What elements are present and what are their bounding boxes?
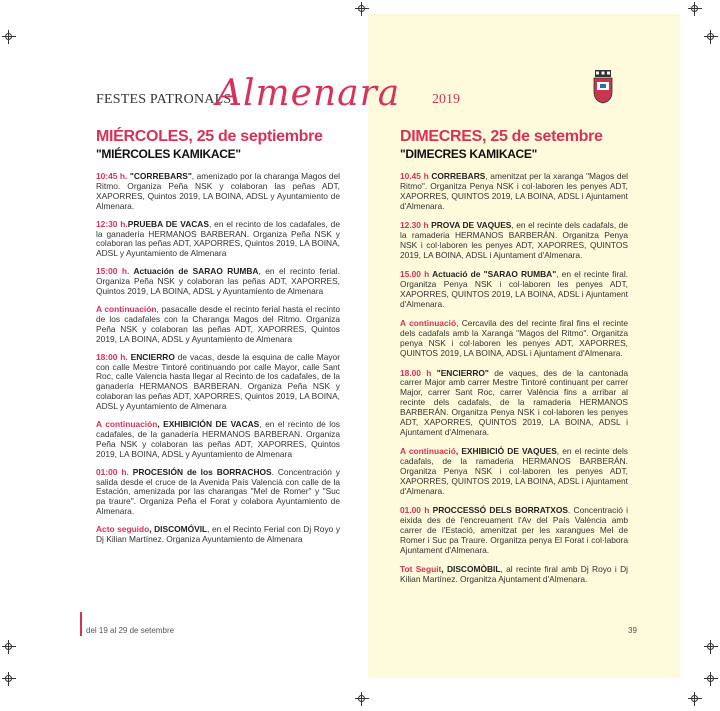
event-time: A continuación <box>96 303 157 314</box>
day-title-va: DIMECRES, 25 de setembre <box>400 128 603 145</box>
crop-mark-icon <box>704 640 718 654</box>
event-title: , DISCOMÒBIL <box>441 564 501 575</box>
event-title: Actuació de "SARAO RUMBA" <box>429 269 557 280</box>
event-item <box>96 267 340 297</box>
event-time: 10.45 h <box>400 171 429 181</box>
event-item <box>96 305 340 345</box>
event-item <box>400 369 628 438</box>
event-time: Tot Seguit <box>400 564 442 575</box>
page-number: 39 <box>628 626 637 635</box>
event-item <box>400 221 628 261</box>
event-time: 10:45 h. <box>96 171 128 181</box>
event-time: 18.00 h <box>400 367 432 378</box>
event-description: , en el recinto ferial. Organiza Peña NSK y colaboran las peñas ADT, XAPORRES, Quintos 2019, LA BOINA, ADSL y Ayuntamiento de Almenara <box>96 266 340 297</box>
right-column-valencian <box>400 128 628 595</box>
event-description: , en el recinte dels cadafals, de la ramaderia HERMANOS BARBERÁN. Organitza Penya NSK i col·laboren les penyes ADT, XAPORRES, QUINTOS 2019, LA BOINA, ADSL i Ajuntament d'Almenara. <box>400 220 628 260</box>
event-title: , EXHIBICIÓ DE VAQUES <box>455 446 557 457</box>
event-item <box>400 172 628 212</box>
event-time: A continuación <box>96 419 158 430</box>
event-title: PROVA DE VAQUES <box>428 220 512 231</box>
event-time: A continuació <box>400 318 457 329</box>
event-item <box>96 220 340 260</box>
event-time: 15:00 h. <box>96 266 130 277</box>
event-description: . Concentració i eixida des de l'encreuament l'Av del País València amb carrer de l'Estació, amenitzat per les xarangues Mel de Romer i Suc pa Traure. Organitza penya El Forat i col·labora Ajuntament d'Almenara. <box>400 505 628 555</box>
event-time: A continuació <box>400 446 456 457</box>
crop-mark-icon <box>704 672 718 686</box>
event-time: 01.00 h <box>400 505 430 516</box>
event-item <box>400 506 628 556</box>
page-header <box>96 73 496 118</box>
event-description: , al recinte firal amb Dj Royo i Dj Kilian Martínez. Organitza Ajuntament d'Almenara. <box>400 564 628 585</box>
event-item <box>96 468 340 518</box>
event-item <box>96 525 340 545</box>
event-item <box>96 172 340 212</box>
crop-mark-icon <box>355 2 369 16</box>
event-title: CORREBARS <box>428 171 486 181</box>
event-title: PROCESIÓN de los BORRACHOS <box>128 466 272 477</box>
event-time: Acto seguido <box>96 524 150 535</box>
event-item <box>400 270 628 310</box>
event-description: de vacas, desde la esquina de calle Mayor con calle Mestre Tintoré continuando por calle Mayor, calle Sant Roc, calle Valencia hasta llegar al Recinto de los cadafales, de la ganadería HERMANOS BARBERAN. Organiza Peña NSK y colaboran las peñas ADT, XAPORRES, Quintos 2019, LA BOINA, ADSL y Ayuntamiento de Almenara <box>96 351 340 412</box>
event-description: , pasacalle desde el recinto ferial hasta el recinto de los cadafales con la Charanga Magos del Ritmo. Organiza Peña NSK y colaboran las peñas ADT, XAPORRES, Quintos 2019, LA BOINA, ADSL y Ayuntamiento de Almenara <box>96 303 340 344</box>
event-time: 12:30 h. <box>96 218 128 229</box>
footer-dates: del 19 al 29 de setembre <box>86 626 175 635</box>
day-title-es: MIÉRCOLES, 25 de septiembre <box>96 128 323 145</box>
event-description: , en el recinte dels cadafals, de la ramaderia HERMANOS BARBERÁN. Organitza Penya NSK i col·laboren les penyes ADT, XAPORRES, QUINTOS 2019, LA BOINA, ADSL i Ajuntament d'Almenara. <box>400 446 628 496</box>
event-description: , amenitzat per la xaranga "Magos del Ritmo". Organitza Penya NSK i col·laboren les penyes ADT, XAPORRES, QUINTOS 2019, LA BOINA, ADSL i Ajuntament d'Almenara. <box>400 171 628 211</box>
left-column-spanish <box>96 128 340 553</box>
day-subtitle-va: "DIMECRES KAMIKACE" <box>400 147 538 161</box>
event-time: 01:00 h. <box>96 466 129 477</box>
event-time: 12.30 h <box>400 220 429 231</box>
crop-mark-icon <box>2 30 16 44</box>
event-description: , amenizado por la charanga Magos del Ritmo. Organiza Peña NSK y colaboran las peñas ADT, XAPORRES, Quintos 2019, LA BOINA, ADSL y Ayuntamiento de Almenara. <box>96 171 340 211</box>
event-title: , EXHIBICIÓN DE VACAS <box>157 419 260 430</box>
header-year: 2019 <box>432 92 460 107</box>
crop-mark-icon <box>704 30 718 44</box>
event-item <box>400 319 628 359</box>
event-item <box>400 447 628 497</box>
event-title: Actuación de SARAO RUMBA <box>129 266 259 277</box>
event-description: de vaques, des de la cantonada carrer Major amb carrer Mestre Tintoré continuant per carrer Major, carrer Sant Roc, carrer València fins a arribar al recinte dels cadafals, de la ramaderia HERMANOS BARBERÁN. Organitza Penya NSK i col·laboren les penyes ADT, XAPORRES, QUINTOS 2019, LA BOINA, ADSL i Ajuntament d'Almenara. <box>400 367 628 437</box>
event-item <box>400 565 628 585</box>
event-time: 18:00 h. <box>96 351 128 362</box>
crop-mark-icon <box>2 640 16 654</box>
crop-mark-icon <box>688 692 702 706</box>
event-item <box>96 420 340 460</box>
event-title: , DISCOMÓVIL <box>149 524 208 535</box>
event-item <box>96 353 340 412</box>
crop-mark-icon <box>355 692 369 706</box>
event-time: 15.00 h <box>400 269 430 280</box>
footer-divider <box>80 612 82 636</box>
event-description: , Cercavila des del recinte firal fins el recinte dels cadafals amb la Xaranga "Magos del Ritmo". Organitza penya NSK i col·laboren les penyes ADT, XAPORRES, QUINTOS 2019, LA BOINA, ADSL i Ajuntament d'Almenara. <box>400 318 628 359</box>
day-subtitle-es: "MIÉRCOLES KAMIKACE" <box>96 147 241 161</box>
event-title: "ENCIERRO" <box>431 367 489 378</box>
event-title: "CORREBARS" <box>127 171 192 181</box>
event-description: , en el recinte firal. Organitza Penya NSK i col·laboren les penyes ADT, XAPORRES, QUINTOS 2019, LA BOINA, ADSL i Ajuntament d'Almenara. <box>400 269 629 309</box>
crop-mark-icon <box>688 2 702 16</box>
crop-mark-icon <box>2 672 16 686</box>
event-title: PROCCESSÓ DELS BORRATXOS <box>429 505 568 516</box>
header-brand-logo: Almenara <box>216 73 401 114</box>
header-festes: FESTES PATRONALS <box>96 92 232 107</box>
event-description: , en el Recinto Ferial con Dj Royo y Dj Kilian Martínez. Organiza Ayuntamiento de Almenara <box>96 524 341 545</box>
event-title: PRUEBA DE VACAS <box>127 218 209 229</box>
event-title: ENCIERRO <box>127 351 175 362</box>
event-description: , en el recinto de los cadafales, de la ganadería HERMANOS BARBERAN. Organiza Peña NSK y colaboran las peñas ADT, XAPORRES, Quintos 2019, LA BOINA, ADSL y Ayuntamiento de Almenara <box>96 419 340 459</box>
coat-of-arms-icon <box>592 70 614 104</box>
event-description: , en el recinto de los cadafales, de la ganadería HERMANOS BARBERAN. Organiza Peña NSK y colaboran las peñas ADT, XAPORRES, Quintos 2019, LA BOINA, ADSL y Ayuntamiento de Almenara <box>96 218 340 259</box>
event-description: . Concentración y salida desde el cruce de la Avenida País Valencià con calle de la Estación, amenizada por las charangas "Mel de Romer" y "Suc pa traure". Organiza Peña el Forat y colabora Ayuntamiento de Almenara. <box>96 466 340 517</box>
